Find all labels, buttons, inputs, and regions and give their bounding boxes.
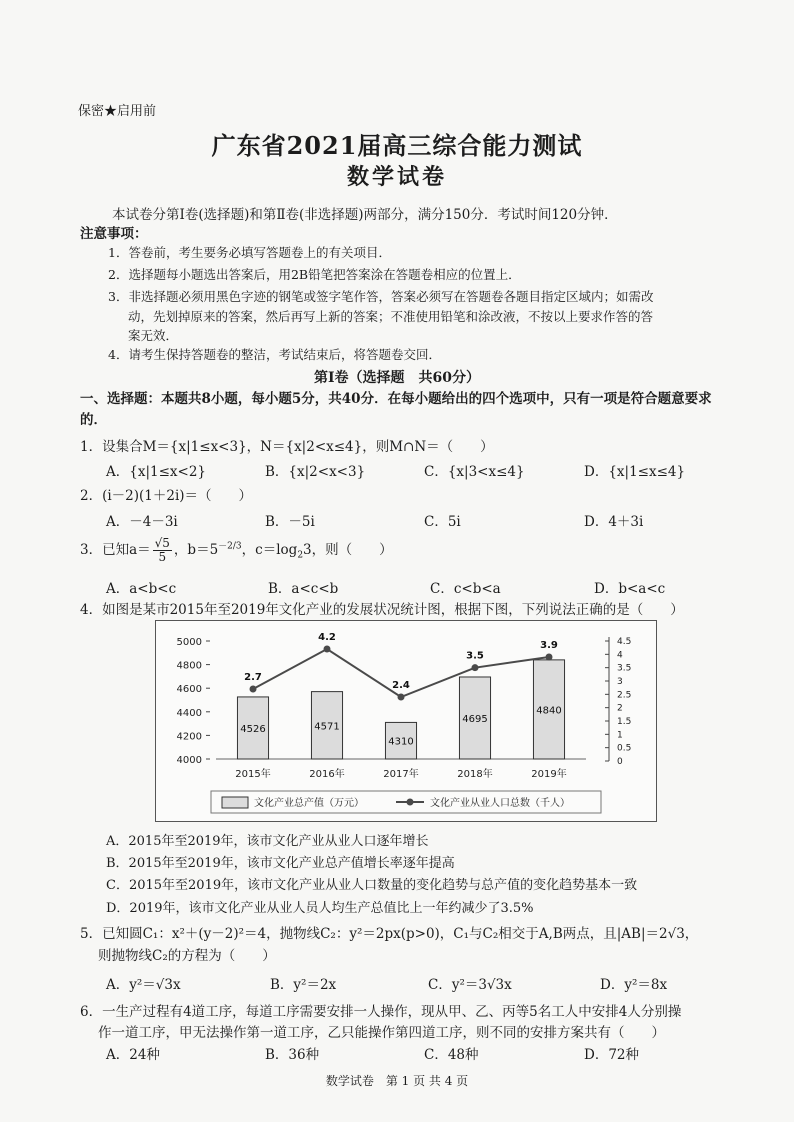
exam-intro: 本试卷分第Ⅰ卷(选择题)和第Ⅱ卷(非选择题)两部分，满分150分．考试时间120分钟． — [112, 207, 618, 223]
q3-tail: 3，则（ ） — [303, 542, 393, 558]
question-1-stem: 1．设集合M＝{x|1≤x<3}，N＝{x|2<x≤4}，则M∩N＝（ ） — [80, 439, 494, 455]
line-value-label: 2.4 — [392, 680, 410, 691]
line-point — [398, 694, 405, 701]
bar-value-label: 4310 — [388, 736, 414, 748]
q4-option-a: A．2015年至2019年，该市文化产业从业人口逐年增长 — [106, 834, 429, 849]
note-item: 4．请考生保持答题卷的整洁，考试结束后，将答题卷交回． — [108, 347, 441, 362]
note-item: 1．答卷前，考生要务必填写答题卷上的有关项目． — [108, 245, 391, 260]
confidential-mark: 保密★启用前 — [78, 104, 157, 119]
x-tick-label: 2018年 — [457, 769, 493, 780]
notes-heading: 注意事项： — [80, 226, 148, 242]
x-tick-label: 2017年 — [383, 769, 419, 780]
line-point — [546, 654, 553, 661]
q6-option-d: D．72种 — [584, 1047, 640, 1063]
combo-chart — [156, 621, 656, 821]
q3-prefix: 3．已知a＝ — [80, 542, 151, 558]
line-point — [250, 686, 257, 693]
x-tick-label: 2016年 — [309, 769, 345, 780]
right-axis-tick-label: 3.5 — [617, 663, 632, 674]
x-tick-label: 2015年 — [235, 769, 271, 780]
q2-option-b: B．－5i — [265, 514, 315, 530]
note-item: 2．选择题每小题选出答案后，用2B铅笔把答案涂在答题卷相应的位置上． — [108, 267, 521, 282]
right-axis-tick-label: 2 — [617, 703, 623, 714]
part-heading: 第Ⅰ卷（选择题 共60分） — [313, 370, 481, 386]
question-6-stem-cont: 作一道工序，甲无法操作第一道工序，乙只能操作第四道工序，则不同的安排方案共有（ ） — [98, 1025, 665, 1041]
q6-option-c: C．48种 — [424, 1047, 479, 1063]
q1-option-d: D．{x|1≤x≤4} — [584, 464, 686, 480]
q4-option-c: C．2015年至2019年，该市文化产业从业人口数量的变化趋势与总产值的变化趋势基本一致 — [106, 878, 638, 893]
note-item: 动，先划掉原来的答案，然后再写上新的答案；不准使用铅笔和涂改液，不按以上要求作答的答 — [128, 309, 654, 324]
exam-subtitle: 数学试卷 — [346, 164, 447, 190]
left-axis-tick-label: 4600 — [176, 684, 202, 696]
legend-line-label: 文化产业从业人口总数（千人） — [430, 798, 570, 809]
q2-option-a: A．－4－3i — [106, 514, 178, 530]
left-axis-tick-label: 4400 — [176, 707, 202, 719]
q3-fraction-numerator: √5 — [154, 536, 170, 550]
section-heading: 一、选择题：本题共8小题，每小题5分，共40分．在每小题给出的四个选项中，只有一项是符合题意要求的． — [80, 391, 712, 428]
q2-option-c: C．5i — [424, 514, 461, 530]
q3-option-b: B．a<c<b — [268, 581, 339, 597]
right-axis-tick-label: 1 — [617, 730, 623, 741]
q3-option-a: A．a<b<c — [106, 581, 177, 597]
question-4-stem: 4．如图是某市2015年至2019年文化产业的发展状况统计图，根据下图，下列说法正确的是（ ） — [80, 602, 684, 618]
question-6-stem: 6．一生产过程有4道工序，每道工序需要安排一人操作，现从甲、乙、丙等5名工人中安排4人分别操 — [80, 1004, 682, 1020]
right-axis-tick-label: 4.5 — [617, 637, 632, 647]
q1-option-c: C．{x|3<x≤4} — [424, 464, 525, 480]
line-value-label: 2.7 — [244, 672, 262, 683]
legend-bar-label: 文化产业总产值（万元） — [254, 798, 364, 809]
q3-b-base: ，b＝5 — [173, 542, 219, 558]
right-axis-tick-label: 2.5 — [617, 690, 632, 701]
right-axis-tick-label: 4 — [617, 650, 623, 661]
bar-value-label: 4695 — [462, 713, 488, 725]
bar-value-label: 4571 — [314, 721, 340, 733]
q3-log-base: 2 — [297, 550, 304, 561]
q5-option-d: D．y²＝8x — [600, 977, 668, 993]
note-item: 3．非选择题必须用黑色字迹的钢笔或签字笔作答，答案必须写在答题卷各题目指定区域内；如需改 — [108, 289, 654, 304]
right-axis-tick-label: 1.5 — [617, 717, 632, 727]
q3-option-c: C．c<b<a — [430, 581, 501, 597]
question-3-stem — [80, 537, 393, 564]
question-2-stem: 2．(i－2)(1＋2i)＝（ ） — [80, 488, 253, 504]
line-value-label: 3.5 — [466, 650, 484, 662]
q4-option-b: B．2015年至2019年，该市文化产业总产值增长率逐年提高 — [106, 856, 455, 871]
q1-option-b: B．{x|2<x<3} — [265, 464, 366, 480]
left-axis-tick-label: 4800 — [176, 660, 202, 672]
left-axis-tick-label: 4000 — [176, 755, 202, 766]
line-value-label: 3.9 — [540, 640, 558, 651]
line-point — [472, 664, 479, 671]
q4-option-d: D．2019年，该市文化产业从业人员人均生产总值比上一年约减少了3.5% — [106, 901, 534, 916]
q3-fraction-denominator: 5 — [158, 550, 167, 564]
right-axis-tick-label: 0.5 — [617, 743, 632, 754]
q3-fraction — [153, 537, 172, 564]
q1-option-a: A．{x|1≤x<2} — [106, 464, 207, 480]
q5-option-c: C．y²＝3√3x — [428, 977, 512, 993]
q3-b-exponent: －2/3 — [218, 541, 242, 552]
note-item: 案无效． — [128, 328, 179, 343]
x-tick-label: 2019年 — [531, 769, 567, 780]
q5-option-b: B．y²＝2x — [270, 977, 337, 993]
q5-option-a: A．y²＝√3x — [106, 977, 181, 993]
line-point — [324, 646, 331, 653]
question-5-stem-cont: 则抛物线C₂的方程为（ ） — [98, 948, 276, 964]
exam-title: 广东省2021届高三综合能力测试 — [211, 131, 583, 160]
left-axis-tick-label: 5000 — [176, 637, 202, 648]
question-5-stem: 5．已知圆C₁：x²＋(y－2)²＝4，抛物线C₂：y²＝2px(p>0)，C₁与C₂相交于A,B两点，且|AB|＝2√3， — [80, 926, 699, 942]
line-value-label: 4.2 — [318, 632, 336, 643]
chart-frame — [155, 620, 657, 822]
q6-option-a: A．24种 — [106, 1047, 160, 1063]
bar-value-label: 4840 — [536, 705, 562, 717]
right-axis-tick-label: 3 — [617, 677, 623, 687]
q2-option-d: D．4＋3i — [584, 514, 644, 530]
q6-option-b: B．36种 — [265, 1047, 320, 1063]
right-axis-tick-label: 0 — [617, 757, 623, 767]
q3-option-d: D．b<a<c — [594, 581, 666, 597]
legend-bar-swatch — [222, 797, 248, 808]
legend-line-marker — [407, 799, 414, 806]
q3-c-text: ，c＝log — [241, 542, 298, 558]
left-axis-tick-label: 4200 — [176, 731, 202, 743]
bar-value-label: 4526 — [240, 723, 266, 735]
page-footer: 数学试卷 第 1 页 共 4 页 — [325, 1074, 469, 1088]
